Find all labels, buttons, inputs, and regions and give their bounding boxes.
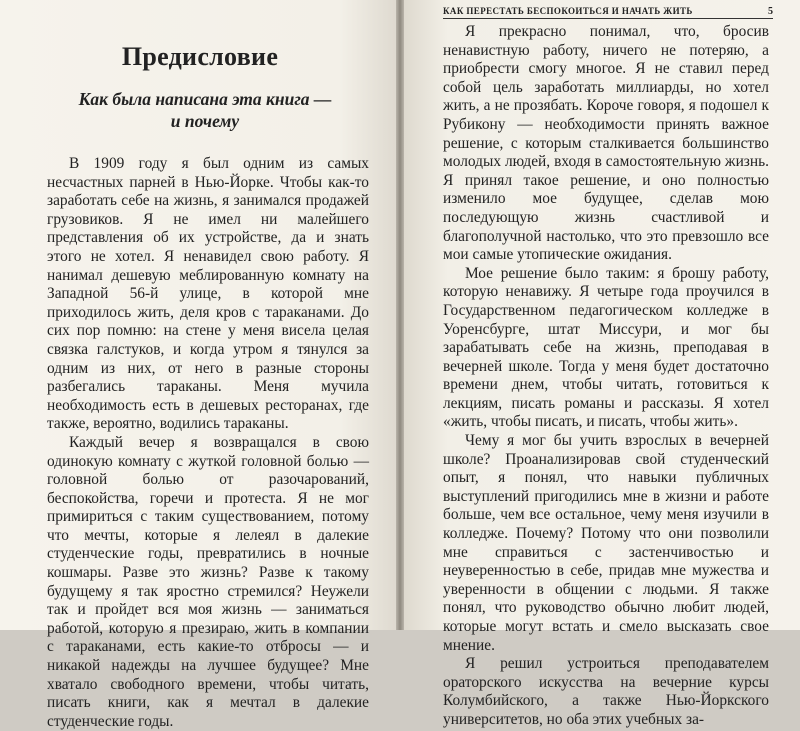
chapter-subtitle	[40, 88, 370, 132]
page-header	[443, 6, 773, 19]
paragraph: Я прекрасно понимал, что, бросив ненавистную работу, ничего не потеряю, а приобрести смогу многое. Я не ставил перед собой цель заработать миллиарды, но хотел жить, а не прозябать. Короче говоря, я подошел к Рубикону — необходимости принять важное решение, с которым сталкивается большинство молодых людей, входя в самостоятельную жизнь. Я принял такое решение, и оно полностью изменило мое будущее, сделав мою последующую жизнь счастливой и благополучной настолько, что это превзошло все мои самые утопические ожидания.	[443, 23, 769, 264]
left-page-body	[47, 155, 369, 731]
page-number: 5	[768, 6, 773, 17]
chapter-title: Предисловие	[121, 42, 279, 71]
left-page	[0, 0, 400, 730]
paragraph: Мое решение было таким: я брошу работу, которую ненавижу. Я четыре года проучился в Государственном педагогическом колледже в Уоренсбурге, штат Миссури, и мог бы зарабатывать себе на жизнь, преподавая в вечерней школе. Тогда у меня будет достаточно времени днем, чтобы читать, готовиться к лекциям, писать романы и рассказы. Я хотел «жить, чтобы писать, и писать, чтобы жить».	[443, 264, 769, 431]
subtitle-line-2: и почему	[170, 111, 240, 131]
paragraph: В 1909 году я был одним из самых несчастных парней в Нью-Йорке. Чтобы как-то заработать себе на жизнь, я занимался продажей грузовиков. Я не имел ни малейшего представления об их устройстве, да и знать этого не хотел. Я ненавидел свою работу. Я нанимал дешевую меблированную комнату на Западной 56-й улице, в которой мне приходилось жить, деля кров с тараканами. До сих пор помню: на стене у меня висела целая связка галстуков, и когда утром я тянулся за одним из них, от него в разные стороны разбегались тараканы. Меня мучила необходимость есть в дешевых ресторанах, где также, вероятно, водились тараканы.	[47, 155, 369, 433]
running-head: КАК ПЕРЕСТАТЬ БЕСПОКОИТЬСЯ И НАЧАТЬ ЖИТЬ	[443, 6, 693, 16]
subtitle-line-1: Как была написана эта книга —	[78, 89, 332, 109]
paragraph: Каждый вечер я возвращался в свою одинокую комнату с жуткой головной болью — головной болью от разочарований, беспокойства, горечи и протеста. Я не мог примириться с таким существованием, потому что мечты, которые я лелеял в далекие студенческие годы, превратились в ночные кошмары. Разве это жизнь? Разве к такому будущему я так яростно стремился? Неужели так и пройдет вся моя жизнь — заниматься работой, которую я презираю, жить в компании с тараканами, есть какие-то отбросы — и никакой надежды на лучшее будущее? Мне хватало свободного времени, чтобы читать, писать книги, как я мечтал в далекие студенческие годы.	[47, 433, 369, 730]
paragraph: Чему я мог бы учить взрослых в вечерней школе? Проанализировав свой студенческий опыт, я понял, что навыки публичных выступлений пригодились мне в жизни и работе больше, чем все остальное, чему меня изучили в колледже. Почему? Потому что они позволили мне справиться с застенчивостью и неуверенностью в себе, придав мне мужества и уверенности в общении с людьми. Я также понял, что руководство обычно любит людей, которые могут встать и смело высказать свое мнение.	[443, 432, 769, 654]
book-gutter	[396, 0, 404, 630]
right-page	[400, 0, 800, 728]
right-page-body	[443, 23, 769, 730]
paragraph: Я решил устроиться преподавателем ораторского искусства на вечерние курсы Колумбийского, а также Нью-Йоркского университетов, но оба этих учебных за-	[443, 655, 769, 728]
